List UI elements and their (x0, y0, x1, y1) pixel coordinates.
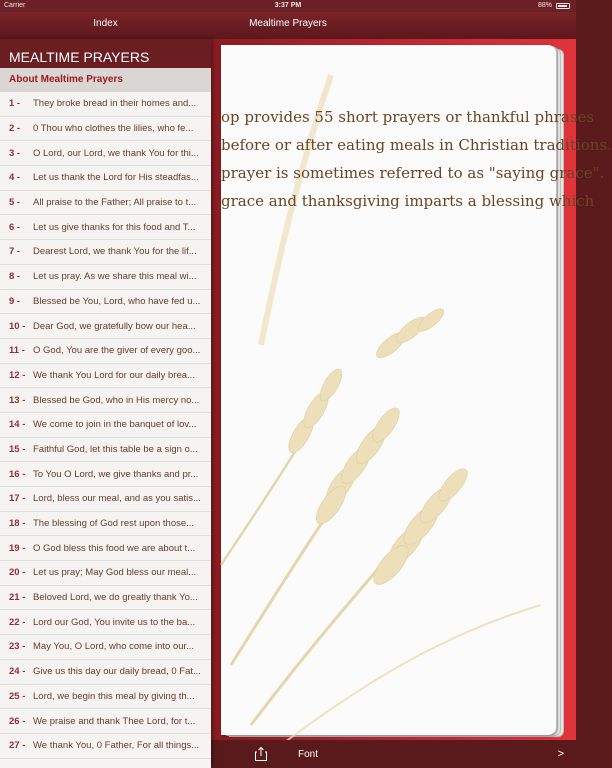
prayer-number: 1 - (9, 98, 21, 110)
prayer-preview: The blessing of God rest upon those... (33, 518, 195, 530)
page-line: op provides 55 short prayers or thankful phrases (221, 108, 595, 126)
prayer-number: 22 - (9, 616, 26, 628)
prayer-number: 24 - (9, 666, 26, 678)
prayer-list-item[interactable] (0, 117, 211, 142)
prayer-preview: Give us this day our daily bread, 0 Fat... (33, 666, 201, 678)
prayer-preview: They broke bread in their homes and... (33, 98, 197, 110)
prayer-preview: Beloved Lord, we do greatly thank Yo... (33, 592, 198, 604)
prayer-number: 16 - (9, 468, 26, 480)
prayer-preview: O Lord, our Lord, we thank You for thi... (33, 147, 199, 159)
font-button[interactable]: Font (298, 749, 319, 760)
prayer-list-item[interactable] (0, 314, 211, 339)
prayer-list (0, 92, 211, 759)
status-bar (0, 0, 576, 12)
prayer-list-item[interactable] (0, 561, 211, 586)
battery-icon (556, 3, 570, 9)
bottom-toolbar (211, 740, 576, 768)
prayer-list-item[interactable] (0, 487, 211, 512)
book-reader (211, 39, 612, 740)
prayer-number: 25 - (9, 690, 26, 702)
prayer-list-item[interactable] (0, 586, 211, 611)
prayer-number: 3 - (9, 147, 21, 159)
prayer-preview: Lord, bless our meal, and as you satis... (33, 493, 201, 505)
prayer-preview: To You O Lord, we give thanks and pr... (33, 468, 199, 480)
prayer-number: 5 - (9, 197, 21, 209)
prayer-list-item[interactable] (0, 660, 211, 685)
prayer-list-item[interactable] (0, 388, 211, 413)
prayer-number: 15 - (9, 443, 26, 455)
prayer-number: 8 - (9, 271, 21, 283)
prayer-list-item[interactable] (0, 364, 211, 389)
prayer-preview: Dear God, we gratefully bow our hea... (33, 320, 196, 332)
prayer-preview: Faithful God, let this table be a sign o... (33, 443, 198, 455)
prayer-preview: O God, You are the giver of every goo... (33, 345, 201, 357)
prayer-list-item[interactable] (0, 413, 211, 438)
share-icon[interactable] (255, 747, 267, 761)
prayer-preview: We thank You, 0 Father, For all things... (33, 740, 200, 752)
index-title: Index (93, 18, 118, 29)
index-panel (0, 39, 211, 768)
prayer-preview: Lord, we begin this meal by giving th... (33, 690, 195, 702)
prayer-list-item[interactable] (0, 141, 211, 166)
page-line: before or after eating meals in Christian traditions. (221, 136, 612, 154)
next-page-button[interactable]: > (557, 748, 564, 760)
prayer-list-item[interactable] (0, 265, 211, 290)
prayer-preview: O God bless this food we are about t... (33, 542, 196, 554)
prayer-preview: Let us thank the Lord for His steadfas... (33, 172, 199, 184)
prayer-preview: Let us give thanks for this food and T... (33, 221, 196, 233)
prayer-list-item[interactable] (0, 512, 211, 537)
prayer-list-item[interactable] (0, 610, 211, 635)
prayer-number: 21 - (9, 592, 26, 604)
prayer-number: 14 - (9, 419, 26, 431)
prayer-list-item[interactable] (0, 240, 211, 265)
prayer-list-item[interactable] (0, 92, 211, 117)
page-stack (221, 45, 612, 737)
prayer-number: 18 - (9, 518, 26, 530)
prayer-preview: Dearest Lord, we thank You for the lif... (33, 246, 197, 258)
prayer-number: 11 - (9, 345, 25, 357)
prayer-preview: All praise to the Father; All praise to t... (33, 197, 197, 209)
prayer-list-item[interactable] (0, 215, 211, 240)
prayer-number: 6 - (9, 221, 21, 233)
prayer-list-item[interactable] (0, 709, 211, 734)
nav-bar (0, 12, 576, 39)
prayer-list-item[interactable] (0, 536, 211, 561)
prayer-preview: Let us pray. As we share this meal wi... (33, 271, 197, 283)
prayer-list-item[interactable] (0, 685, 211, 710)
about-link[interactable]: About Mealtime Prayers (0, 68, 211, 92)
prayer-number: 9 - (9, 295, 21, 307)
prayer-number: 13 - (9, 394, 26, 406)
prayer-list-item[interactable] (0, 462, 211, 487)
prayer-list-item[interactable] (0, 191, 211, 216)
prayer-number: 19 - (9, 542, 26, 554)
prayer-preview: Blessed be God, who in His mercy no... (33, 394, 200, 406)
book-page[interactable] (221, 45, 612, 735)
prayer-number: 23 - (9, 641, 26, 653)
prayer-number: 12 - (9, 369, 26, 381)
prayer-preview: We thank You Lord for our daily brea... (33, 369, 195, 381)
prayer-preview: We praise and thank Thee Lord, for t... (33, 715, 196, 727)
prayer-list-item[interactable] (0, 734, 211, 759)
prayer-number: 7 - (9, 246, 21, 258)
battery-percent: 88% (537, 2, 552, 9)
page-line: prayer is sometimes referred to as "saying grace". (221, 164, 605, 182)
page-line: grace and thanksgiving imparts a blessing which (221, 192, 595, 210)
prayer-number: 26 - (9, 715, 26, 727)
prayer-list-item[interactable] (0, 635, 211, 660)
prayer-list-item[interactable] (0, 166, 211, 191)
prayer-number: 2 - (9, 123, 21, 135)
prayer-preview: Let us pray; May God bless our meal... (33, 567, 197, 579)
page-text (221, 103, 612, 215)
prayer-number: 10 - (9, 320, 26, 332)
prayer-preview: 0 Thou who clothes the lilies, who fe... (33, 123, 194, 135)
prayer-number: 27 - (9, 740, 26, 752)
prayer-number: 17 - (9, 493, 26, 505)
page-title: Mealtime Prayers (249, 18, 327, 29)
prayer-preview: Blessed be You, Lord, who have fed u... (33, 295, 201, 307)
clock: 3:37 PM (274, 2, 302, 9)
carrier-label: Carrier (4, 2, 26, 9)
prayer-preview: May You, O Lord, who come into our... (33, 641, 195, 653)
prayer-list-item[interactable] (0, 290, 211, 315)
prayer-preview: We come to join in the banquet of lov... (33, 419, 197, 431)
prayer-preview: Lord our God, You invite us to the ba... (33, 616, 196, 628)
prayer-list-item[interactable] (0, 339, 211, 364)
prayer-list-item[interactable] (0, 438, 211, 463)
status-right (538, 2, 570, 9)
index-header: MEALTIME PRAYERS (0, 39, 211, 68)
prayer-number: 4 - (9, 172, 21, 184)
prayer-number: 20 - (9, 567, 26, 579)
